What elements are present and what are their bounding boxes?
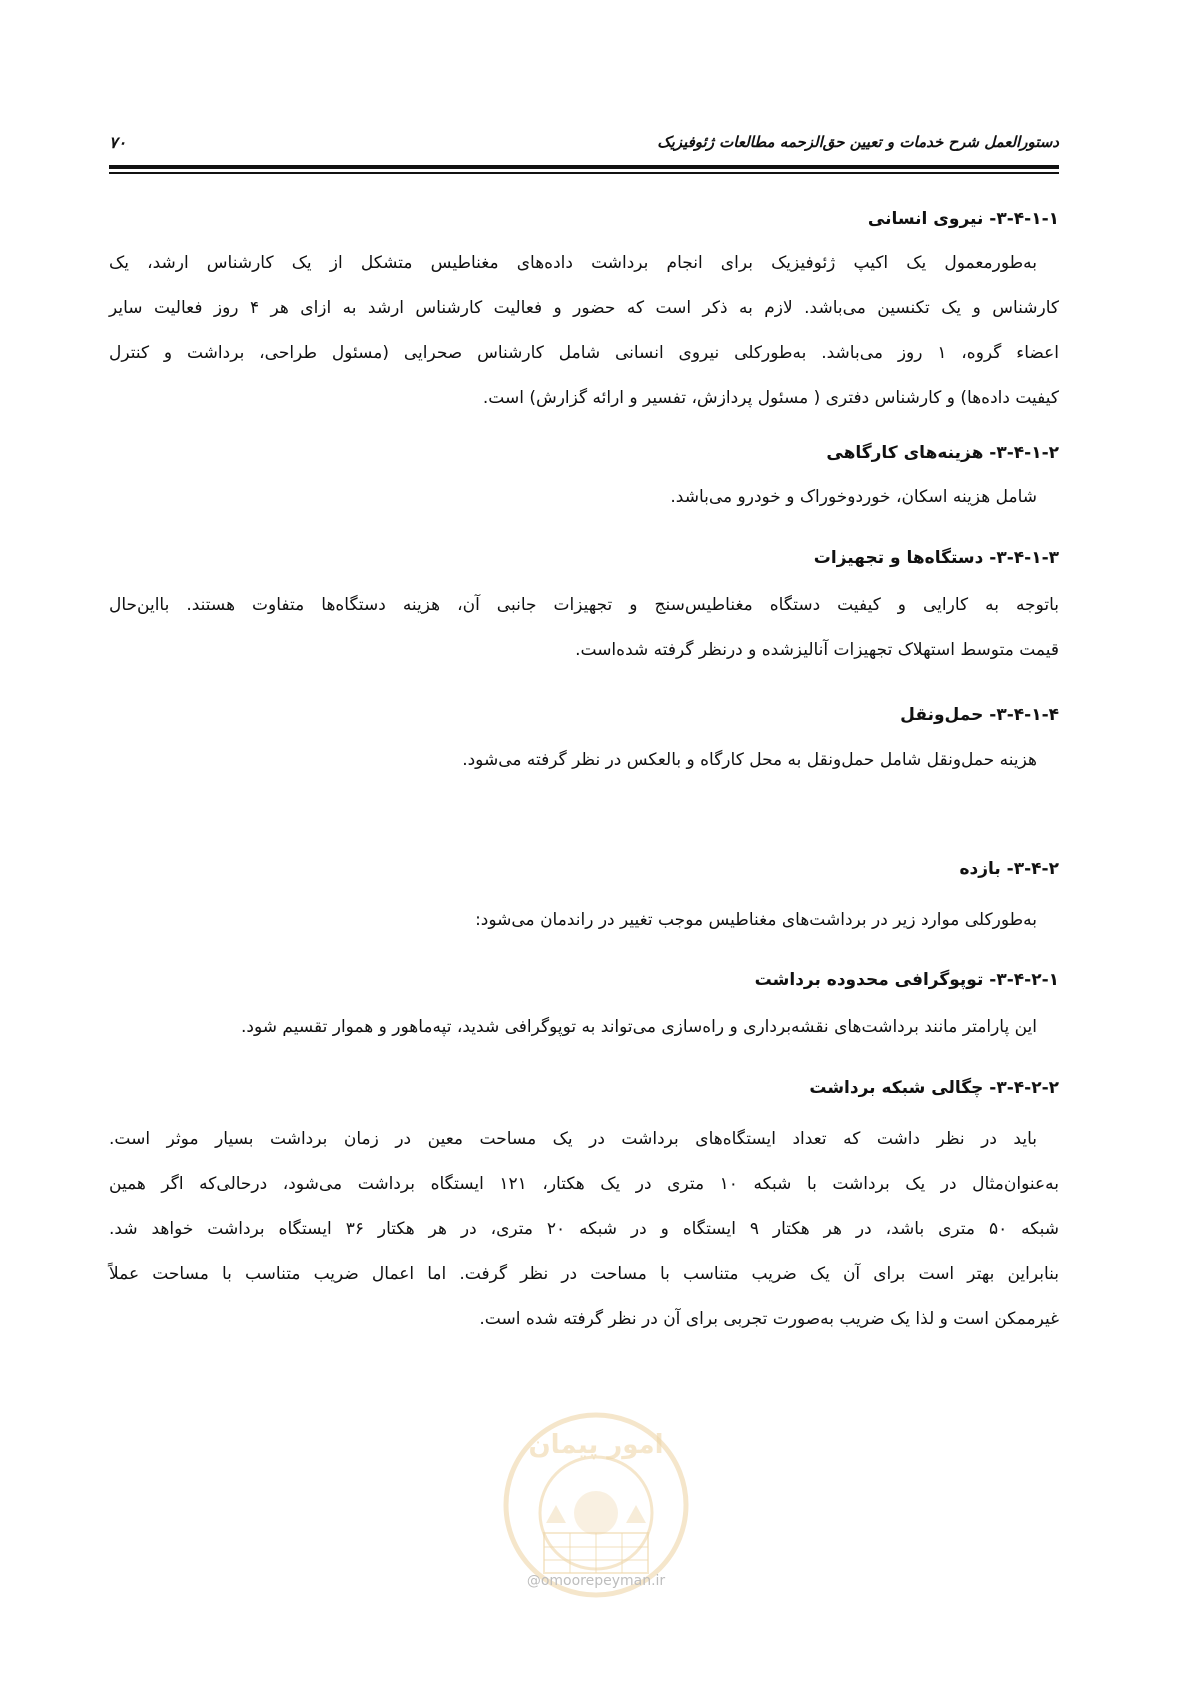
body-line: شبکه ۵۰ متری باشد، در هر هکتار ۹ ایستگاه و در شبکه ۲۰ متری، در هر هکتار ۳۶ ایستگاه برداشت خواهد شد. [109, 1219, 1059, 1239]
section-body-workshop-costs [109, 475, 1059, 520]
body-line: باید در نظر داشت که تعداد ایستگاه‌های برداشت در یک مساحت معین در زمان برداشت بسیار موثر است. [109, 1129, 1037, 1149]
section-body-topography [109, 1005, 1059, 1050]
body-line: بنابراین بهتر است برای آن یک ضریب متناسب با مساحت در نظر گرفت. اما اعمال ضریب متناسب با مساحت عملاً [109, 1264, 1059, 1284]
section-heading-manpower: ۳-۴-۱-۱- نیروی انسانی [867, 209, 1059, 229]
page-header [109, 130, 1059, 154]
watermark-url: @omoorepeyman.ir [526, 1573, 666, 1589]
section-heading-topography: ۳-۴-۲-۱- توپوگرافی محدوده برداشت [754, 970, 1059, 990]
page-number: ۷۰ [109, 132, 127, 152]
section-body-transport [109, 738, 1059, 783]
body-line: کیفیت داده‌ها) و کارشناس دفتری ( مسئول پردازش، تفسیر و ارائه گزارش) است. [482, 388, 1059, 408]
section-heading-workshop-costs: ۳-۴-۱-۲- هزینه‌های کارگاهی [826, 443, 1059, 463]
body-line: اعضاء گروه، ۱ روز می‌باشد. به‌طورکلی نیروی انسانی شامل کارشناس صحرایی (مسئول طراحی، برداشت و کنترل [109, 343, 1060, 363]
section-body-efficiency [109, 898, 1059, 943]
section-heading-transport: ۳-۴-۱-۴- حمل‌ونقل [900, 705, 1059, 725]
section-body-manpower [109, 241, 1059, 421]
body-line: کارشناس و یک تکنسین می‌باشد. لازم به ذکر است که حضور و فعالیت کارشناس ارشد به ازای هر ۴ روز فعالیت سایر [109, 298, 1059, 318]
body-line: به‌طورمعمول یک اکیپ ژئوفیزیک برای انجام برداشت داده‌های مغناطیس متشکل از یک کارشناس ارشد، یک [109, 253, 1037, 273]
body-line: به‌عنوان‌مثال در یک برداشت با شبکه ۱۰ متری در یک هکتار، ۱۲۱ ایستگاه برداشت می‌شود، درحالی‌که اگر همین [109, 1174, 1059, 1194]
watermark-logo-text: امور پیمان [528, 1430, 664, 1460]
body-line: قیمت متوسط استهلاک تجهیزات آنالیزشده و درنظر گرفته شده‌است. [575, 640, 1059, 660]
body-line: غیرممکن است و لذا یک ضریب به‌صورت تجربی برای آن در نظر گرفته شده است. [479, 1309, 1059, 1329]
section-body-grid-density [109, 1117, 1059, 1342]
running-title: دستورالعمل شرح خدمات و تعیین حق‌الزحمه مطالعات ژئوفیزیک [657, 133, 1059, 151]
body-line: به‌طورکلی موارد زیر در برداشت‌های مغناطیس موجب تغییر در راندمان می‌شود: [475, 910, 1037, 930]
body-line: هزینه حمل‌ونقل شامل حمل‌ونقل به محل کارگاه و بالعکس در نظر گرفته می‌شود. [462, 750, 1037, 770]
body-line: این پارامتر مانند برداشت‌های نقشه‌برداری و راه‌سازی می‌تواند به توپوگرافی شدید، تپه‌ماهور و هموار تقسیم شود. [240, 1017, 1037, 1037]
section-heading-grid-density: ۳-۴-۲-۲- چگالی شبکه برداشت [809, 1078, 1059, 1098]
section-heading-equipment: ۳-۴-۱-۳- دستگاه‌ها و تجهیزات [813, 548, 1059, 568]
header-rule-thin [109, 172, 1059, 174]
header-rule-thick [109, 165, 1059, 169]
body-line: باتوجه به کارایی و کیفیت دستگاه مغناطیس‌سنج و تجهیزات جانبی آن، هزینه دستگاه‌ها متفاوت هستند. بااین‌حال [109, 595, 1059, 615]
section-body-equipment [109, 583, 1059, 673]
body-line: شامل هزینه اسکان، خوردوخوراک و خودرو می‌باشد. [670, 487, 1037, 507]
section-heading-efficiency: ۳-۴-۲- بازده [959, 859, 1059, 879]
